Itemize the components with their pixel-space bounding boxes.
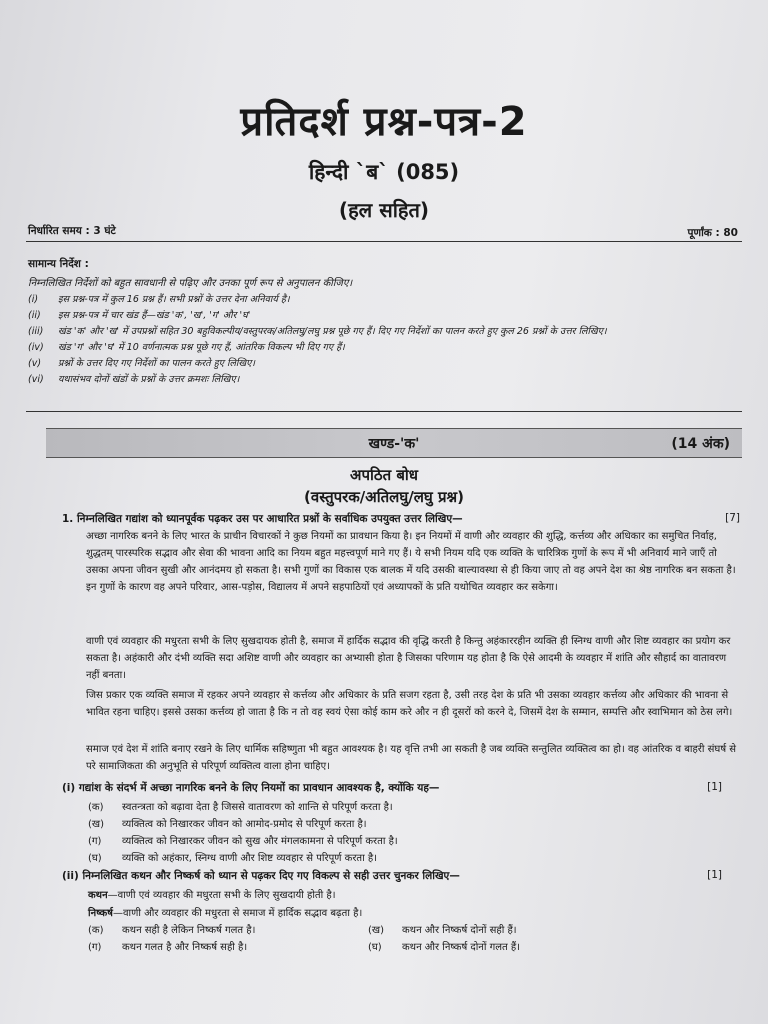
section-question-type: (वस्तुपरक/अतिलघु/लघु प्रश्न): [304, 488, 464, 506]
instruction-item: (iii) खंड 'क' और 'ख' में उपप्रश्नों सहित 30 बहुविकल्पीय/वस्तुपरक/अतिलघु/लघु प्रश्न पूछे गए हैं। दिए गए निर्देशों का पालन करते हुए कुल 26 प्रश्नों के उत्तर लिखिए।: [28, 326, 607, 337]
total-marks: पूर्णांक : 80: [687, 227, 738, 239]
instruction-item: (iv) खंड 'ग' और 'घ' में 10 वर्णनात्मक प्रश्न पूछे गए हैं, आंतरिक विकल्प भी दिए गए हैं।: [28, 342, 345, 353]
option-item: (क) स्वतन्त्रता को बढ़ावा देता है जिससे वातावरण को शान्ति से परिपूर्ण करता है।: [88, 802, 393, 813]
section-subheading: अपठित बोध: [349, 466, 419, 484]
instructions-intro: निम्नलिखित निर्देशों को बहुत सावधानी से पढ़िए और उनका पूर्ण रूप से अनुपालन कीजिए।: [28, 278, 353, 289]
section-marks: (14 अंक): [671, 436, 730, 452]
passage-paragraph: समाज एवं देश में शांति बनाए रखने के लिए धार्मिक सहिष्णुता भी बहुत आवश्यक है। यह वृत्ति तभी आ सकती है जब व्यक्ति सन्तुलित व्यक्तित्व का हो। वह आंतरिक व बाहरी संघर्ष से परे सामाजिकता की अनुभूति से परिपूर्ण व्यक्तित्व वाला होना चाहिए।: [86, 744, 737, 772]
divider-instructions: [26, 411, 742, 412]
sub-question-i-marks: [1]: [707, 781, 722, 793]
solved-label: (हल सहित): [338, 198, 430, 222]
divider-top: [26, 241, 742, 242]
sub-question-ii-text: (ii) निम्नलिखित कथन और निष्कर्ष को ध्यान से पढ़कर दिए गए विकल्प से सही उत्तर चुनकर लिखिए—: [62, 870, 460, 882]
passage-paragraph: वाणी एवं व्यवहार की मधुरता सभी के लिए सुखदायक होती है, समाज में हार्दिक सद्भाव की वृद्धि करती है किन्तु अहंकाररहीन व्यक्ति ही स्निग्ध वाणी और शिष्ट व्यवहार का प्रयोग कर सकता है। अहंकारी और दंभी व्यक्ति सदा अशिष्ट वाणी और व्यवहार का अभ्यासी होता है जिसका परिणाम यह होता है कि ऐसे आदमी के व्यवहार में शांति और सौहार्द का वातावरण नहीं बनता।: [86, 636, 731, 681]
question-1: [62, 512, 740, 526]
passage-paragraph: जिस प्रकार एक व्यक्ति समाज में रहकर अपने व्यवहार से कर्त्तव्य और अधिकार के प्रति सजग रहता है, उसी तरह देश के प्रति भी उसका व्यवहार कर्त्तव्य और अधिकार की भावना से भावित रहना चाहिए। इससे उसका कर्त्तव्य हो जाता है कि न तो वह स्वयं ऐसा कोई काम करे और न ही दूसरों को करने दे, जिसमें देश के सम्मान, सम्पत्ति और स्वाभिमान को ठेस लगे।: [86, 690, 733, 718]
option-item: (ख) कथन और निष्कर्ष दोनों सही हैं।: [368, 925, 517, 936]
instruction-item: (i) इस प्रश्न-पत्र में कुल 16 प्रश्न हैं। सभी प्रश्नों के उत्तर देना अनिवार्य है।: [28, 294, 290, 305]
option-item: (ग) व्यक्तित्व को निखारकर जीवन को सुख और मंगलकामना से परिपूर्ण करता है।: [88, 836, 398, 847]
instructions-heading: सामान्य निर्देश :: [28, 258, 89, 270]
question-1-text: 1. निम्नलिखित गद्यांश को ध्यानपूर्वक पढ़कर उस पर आधारित प्रश्नों के सर्वाधिक उपयुक्त उत्तर लिखिए—: [62, 513, 463, 525]
paper-title: प्रतिदर्श प्रश्न-पत्र-2: [240, 99, 528, 145]
sub-question-ii-marks: [1]: [707, 869, 722, 881]
sub-question-ii: [62, 869, 740, 883]
option-item: (घ) कथन और निष्कर्ष दोनों गलत हैं।: [368, 942, 521, 953]
instructions-list: [28, 292, 728, 388]
option-item: (क) कथन सही है लेकिन निष्कर्ष गलत है।: [88, 925, 256, 936]
sub-question-i: [62, 781, 740, 795]
statement-nishkarsh: निष्कर्ष—वाणी और व्यवहार की मधुरता से समाज में हार्दिक सद्भाव बढ़ता है।: [88, 908, 363, 919]
paper-subtitle: हिन्दी `ब` (085): [308, 160, 460, 184]
passage-paragraph: अच्छा नागरिक बनने के लिए भारत के प्राचीन विचारकों ने कुछ नियमों का प्रावधान किया है। इन नियमों में वाणी और व्यवहार की शुद्धि, कर्त्तव्य और अधिकार का समुचित निर्वाह, शुद्धतम् पारस्परिक सद्भाव और सेवा की भावना आदि का नियम बहुत महत्त्वपूर्ण माने गए हैं। ये सभी नियम यदि एक व्यक्ति के चारित्रिक गुणों के रूप में भी अनिवार्य माने जाएँ तो उसका अपना जीवन सुखी और आनंदमय हो सकता है। सभी गुणों का विकास एक बालक में यदि उसकी बाल्यावस्था से ही किया जाए तो वह अपने देश का श्रेष्ठ नागरिक बन सकता है। इन गुणों के कारण वह अपने परिवार, आस-पड़ोस, विद्यालय में अपने सहपाठियों एवं अध्यापकों के प्रति यथोचित व्यवहार कर सकेगा।: [86, 531, 736, 593]
sub-question-i-text: (i) गद्यांश के संदर्भ में अच्छा नागरिक बनने के लिए नियमों का प्रावधान आवश्यक है, क्योंकि यह—: [62, 782, 440, 794]
instruction-item: (v) प्रश्नों के उत्तर दिए गए निर्देशों का पालन करते हुए लिखिए।: [28, 358, 255, 369]
time-allowed: निर्धारित समय : 3 घंटे: [28, 225, 116, 237]
instruction-item: (ii) इस प्रश्न-पत्र में चार खंड हैं—खंड 'क', 'ख', 'ग' और 'घ': [28, 310, 251, 321]
option-item: (ख) व्यक्तित्व को निखारकर जीवन को आमोद-प्रमोद से परिपूर्ण करता है।: [88, 819, 367, 830]
question-1-marks: [7]: [725, 512, 740, 524]
section-label: खण्ड-'क': [368, 436, 420, 452]
statement-kathan: कथन—वाणी एवं व्यवहार की मधुरता सभी के लिए सुखदायी होती है।: [88, 890, 336, 901]
option-item: (ग) कथन गलत है और निष्कर्ष सही है।: [88, 942, 248, 953]
section-header-bar: [46, 428, 742, 458]
option-item: (घ) व्यक्ति को अहंकार, स्निग्ध वाणी और शिष्ट व्यवहार से परिपूर्ण करता है।: [88, 853, 377, 864]
instruction-item: (vi) यथासंभव दोनों खंडों के प्रश्नों के उत्तर क्रमशः लिखिए।: [28, 374, 240, 385]
